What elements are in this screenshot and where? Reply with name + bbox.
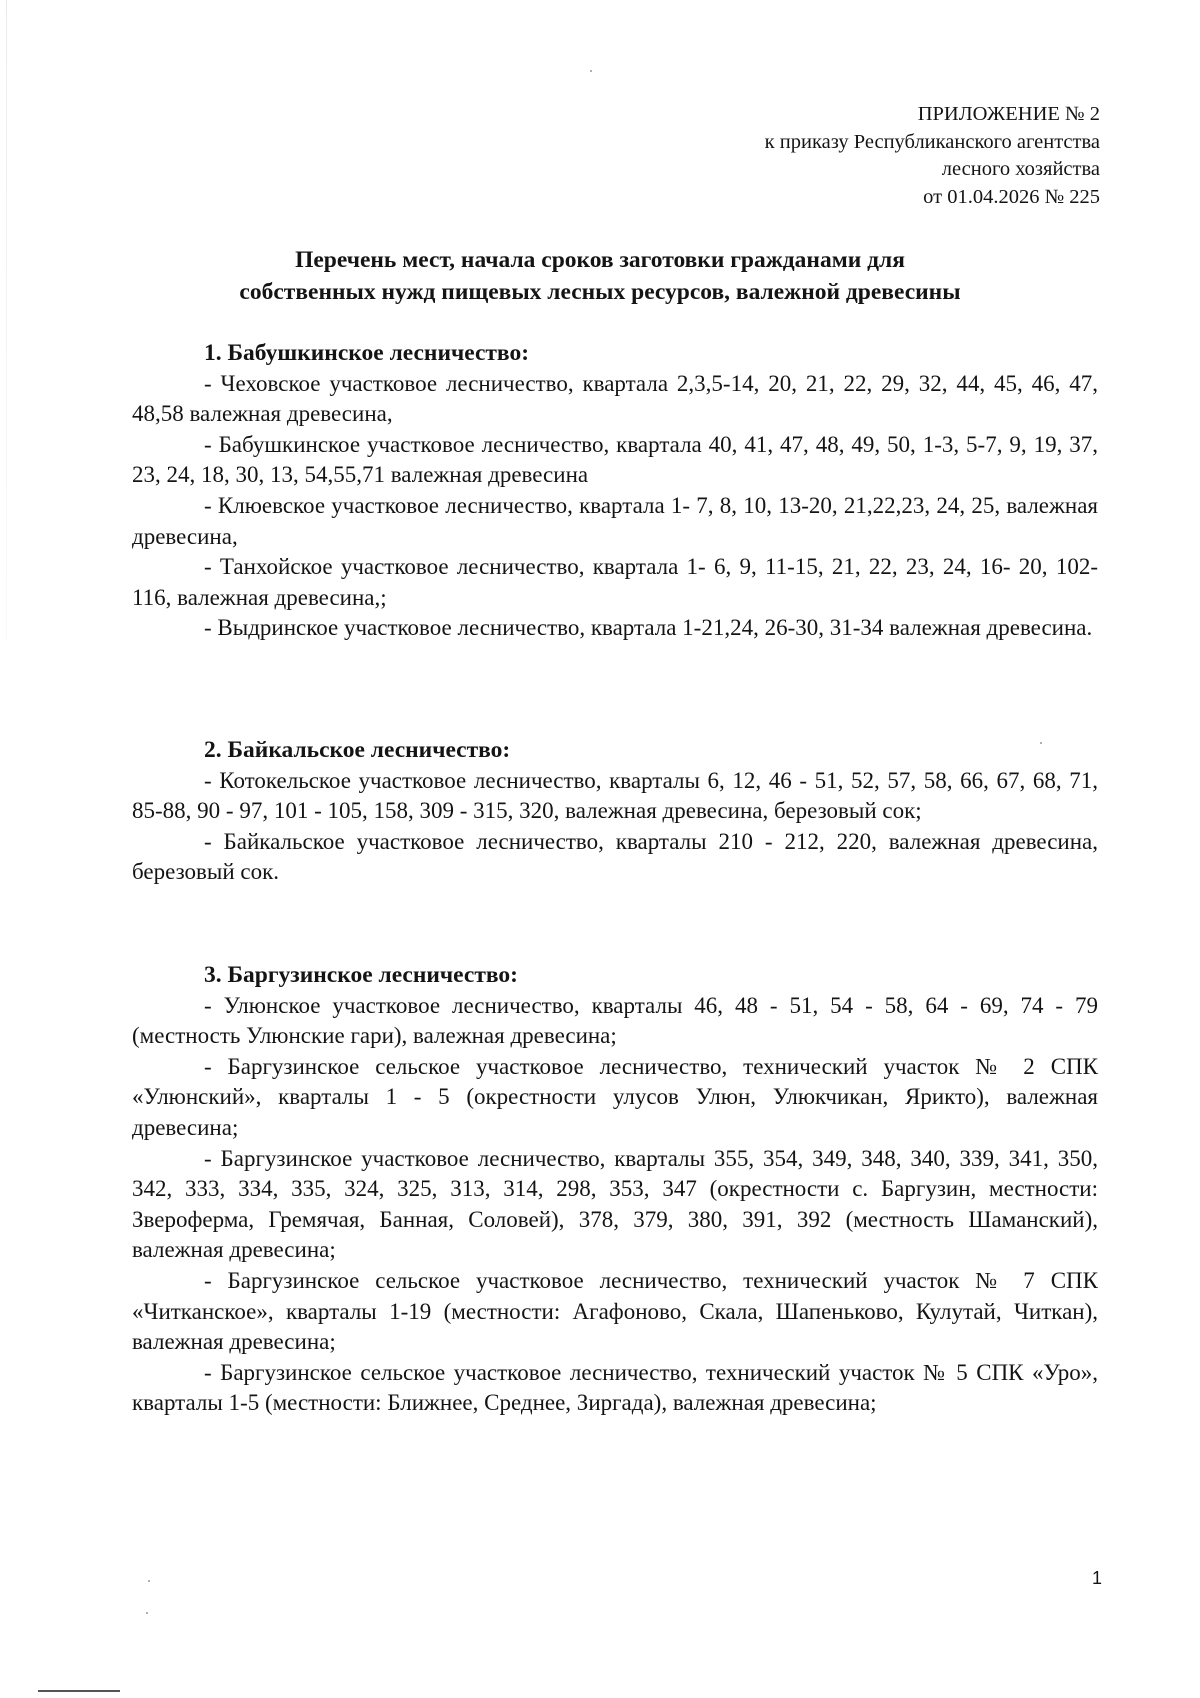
appendix-number: ПРИЛОЖЕНИЕ № 2 [917,103,1100,125]
section-barguzinskoe [132,960,1098,1419]
order-reference: к приказу Республиканского агентства [764,130,1100,153]
list-item: - Баргузинское участковое лесничество, кварталы 355, 354, 349, 348, 340, 339, 341, 350, 342, 333, 334, 335, 324, 325, 313, 314, 298, 353, 347 (окрестности с. Баргузин, местности: Звероферма, Гремячая, Банная, Соловей), 378, 379, 380, 391, 392 (местность Шаманский), валежная древесина; [132,1145,1098,1263]
list-item: - Чеховское участковое лесничество, квартала 2,3,5-14, 20, 21, 22, 29, 32, 44, 45, 46, 47, 48,58 валежная древесина, [132,370,1098,427]
section-babushkinskoe [132,338,1098,644]
scan-speck [1040,742,1042,744]
scan-speck [146,1612,148,1614]
list-item: - Бабушкинское участковое лесничество, квартала 40, 41, 47, 48, 49, 50, 1-3, 5-7, 9, 19, 37, 23, 24, 18, 30, 13, 54,55,71 валежная древесина [132,431,1098,488]
list-item: - Танхойское участковое лесничество, квартала 1- 6, 9, 11-15, 21, 22, 23, 24, 16- 20, 102-116, валежная древесина,; [132,554,1098,610]
order-date-number: от 01.04.2026 № 225 [923,185,1100,208]
agency-name: лесного хозяйства [941,158,1100,180]
list-item: - Выдринское участковое лесничество, квартала 1-21,24, 26-30, 31-34 валежная древесина. [204,615,1093,641]
scan-speck [590,70,592,72]
section-heading: 2. Байкальское лесничество: [204,737,511,763]
title-line-2: собственных нужд пищевых лесных ресурсов, валежной древесины [239,279,961,305]
section-heading: 1. Бабушкинское лесничество: [204,340,530,366]
list-item: - Баргузинское сельское участковое лесничество, технический участок № 7 СПК «Читканское», кварталы 1-19 (местности: Агафоново, Скала, Шапеньково, Кулутай, Читкан), валежная древесина; [132,1267,1098,1355]
scan-edge-shadow [6,0,7,640]
page-number: 1 [1091,1568,1102,1588]
document-title [100,244,1100,308]
appendix-header [765,101,1100,211]
list-item: - Улюнское участковое лесничество, кварталы 46, 48 - 51, 54 - 58, 64 - 69, 74 - 79 (местность Улюнские гари), валежная древесина; [132,992,1098,1049]
section-heading: 3. Баргузинское лесничество: [204,962,518,988]
list-item: - Байкальское участковое лесничество, кварталы 210 - 212, 220, валежная древесина, березовый сок. [132,828,1098,885]
list-item: - Баргузинское сельское участковое лесничество, технический участок № 5 СПК «Уро», кварталы 1-5 (местности: Ближнее, Среднее, Зиргада), валежная древесина; [132,1359,1098,1416]
list-item: - Клюевское участковое лесничество, квартала 1- 7, 8, 10, 13-20, 21,22,23, 24, 25, валежная древесина, [132,492,1098,549]
footer-rule [38,1690,120,1692]
list-item: - Баргузинское сельское участковое лесничество, технический участок № 2 СПК «Улюнский», кварталы 1 - 5 (окрестности улусов Улюн, Улюкчикан, Ярикто), валежная древесина; [132,1053,1098,1140]
list-item: - Котокельское участковое лесничество, кварталы 6, 12, 46 - 51, 52, 57, 58, 66, 67, 68, 71, 85-88, 90 - 97, 101 - 105, 158, 309 - 315, 320, валежная древесина, березовый сок; [132,767,1098,824]
section-baikalskoe [132,735,1098,888]
scan-speck [148,1580,150,1582]
title-line-1: Перечень мест, начала сроков заготовки гражданами для [295,247,905,273]
